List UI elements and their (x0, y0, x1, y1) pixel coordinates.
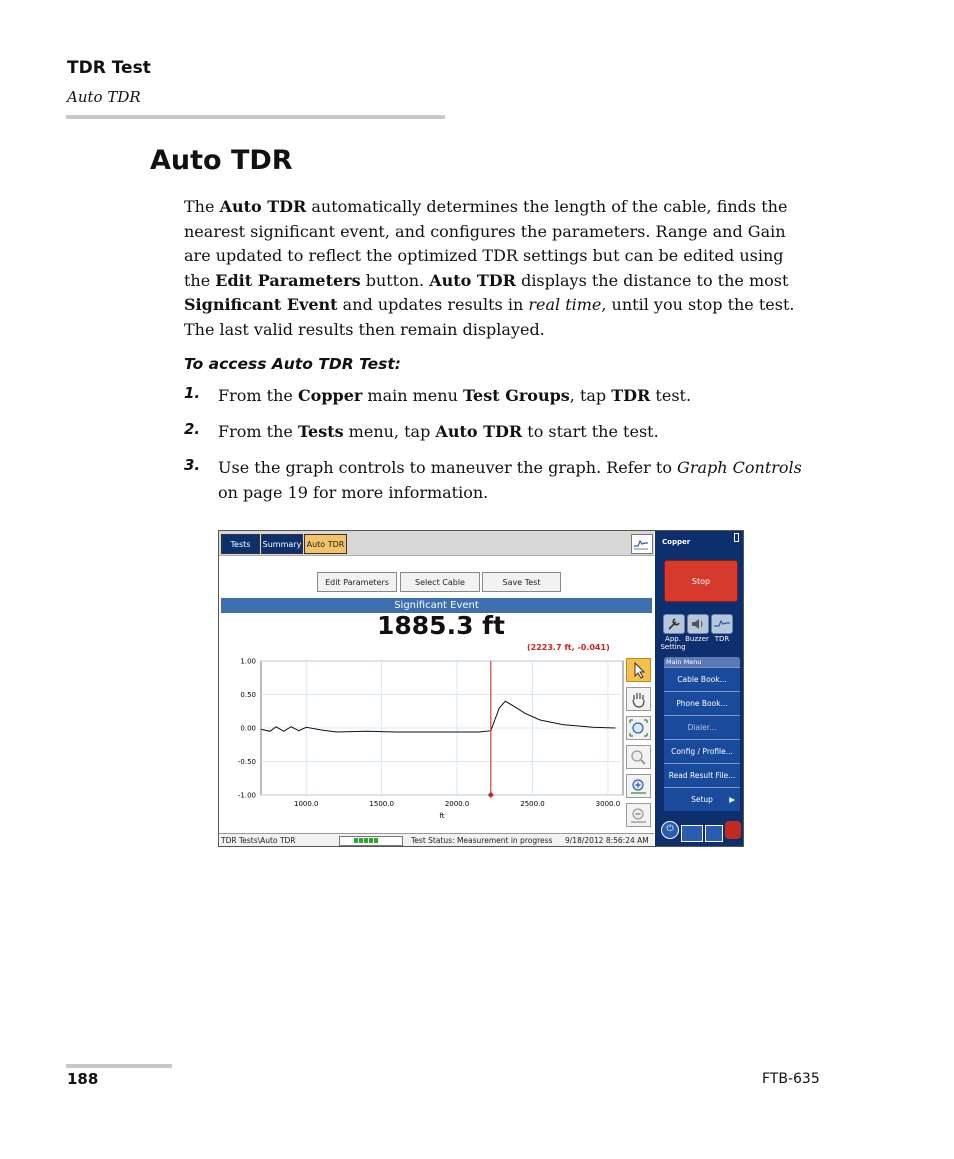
magnifier-icon (627, 746, 650, 768)
pointer-icon (627, 659, 650, 681)
step-2: 2. From the Tests menu, tap Auto TDR to start the test. (184, 420, 659, 441)
tdr-label: TDR (714, 635, 730, 643)
status-datetime: 9/18/2012 8:56:24 AM (565, 836, 649, 845)
pan-tool-button[interactable] (626, 687, 651, 711)
tab-auto-tdr[interactable]: Auto TDR (304, 534, 347, 554)
x-tick-label: 1000.0 (294, 800, 319, 808)
menu-read-result-file[interactable]: Read Result File... (664, 763, 740, 787)
intro-paragraph: The Auto TDR automatically determines the length of the cable, finds the nearest significant event, and configures the parameters. Range and Gain are updated to reflect the optimized TDR settings but can be edited using the Edit Parameters button. Auto TDR displays the distance to the most Significant Event and updates results in real time, until you stop the test. The last valid results then remain displayed. (184, 197, 795, 339)
device-screenshot (218, 530, 744, 847)
keyboard-icon[interactable] (681, 825, 703, 842)
pointer-tool-button[interactable] (626, 658, 651, 682)
zoom-fit-icon (627, 717, 650, 739)
camera-icon[interactable] (705, 825, 723, 842)
zoom-out-icon (627, 804, 650, 826)
menu-phone-book[interactable]: Phone Book... (664, 691, 740, 715)
status-message: Test Status: Measurement in progress (411, 836, 553, 845)
battery-icon (734, 533, 739, 542)
menu-setup[interactable] (664, 787, 740, 811)
tab-summary[interactable]: Summary (261, 534, 303, 554)
cursor-readout: (2223.7 ft, -0.041) (527, 643, 610, 652)
waveform-icon (712, 615, 732, 633)
footer-rule (66, 1064, 172, 1068)
zoom-in-button[interactable] (626, 774, 651, 798)
stop-button[interactable]: Stop (664, 560, 738, 602)
close-icon[interactable] (725, 821, 741, 839)
menu-cable-book[interactable]: Cable Book... (664, 667, 740, 691)
cursor-handle-icon[interactable]: ◆ (487, 790, 494, 799)
header-rule (66, 115, 445, 119)
tab-bar (219, 531, 654, 556)
y-tick-label: -1.00 (237, 791, 256, 800)
zoom-out-button[interactable] (626, 803, 651, 827)
y-tick-label: -0.50 (237, 758, 256, 766)
app-setting-label: App. Setting (660, 635, 686, 651)
running-header-section: TDR Test (67, 58, 151, 78)
page-title: Auto TDR (150, 145, 293, 176)
menu-config-profile[interactable]: Config / Profile... (664, 739, 740, 763)
y-tick-label: 1.00 (240, 657, 256, 666)
wrench-icon (664, 615, 684, 633)
significant-event-value: 1885.3 ft (377, 611, 506, 640)
progress-indicator (339, 836, 403, 846)
tdr-plot[interactable] (219, 653, 624, 833)
procedure-title: To access Auto TDR Test: (184, 355, 401, 373)
status-path: TDR Tests\Auto TDR (221, 836, 296, 845)
x-tick-label: 2500.0 (520, 800, 545, 808)
x-tick-label: 2000.0 (444, 800, 470, 808)
buzzer-button[interactable] (687, 614, 709, 634)
y-tick-label: 0.00 (240, 724, 256, 733)
step-1: 1. From the Copper main menu Test Groups, tap TDR test. (184, 384, 692, 405)
tdr-button[interactable] (711, 614, 733, 634)
x-tick-label: 1500.0 (369, 800, 394, 808)
significant-event-label: Significant Event (221, 598, 652, 613)
step-3: 3. Use the graph controls to maneuver the graph. Refer to Graph Controls on page 19 for more information. (184, 456, 802, 502)
running-header-subsection: Auto TDR (67, 88, 141, 106)
x-tick-label: 3000.0 (595, 800, 621, 808)
chevron-right-icon: ▶ (729, 795, 735, 804)
save-test-button[interactable]: Save Test (482, 572, 561, 592)
zoom-fit-button[interactable] (626, 716, 651, 740)
buzzer-label: Buzzer (685, 635, 709, 643)
product-model: FTB-635 (762, 1071, 820, 1087)
speaker-icon (688, 615, 708, 633)
app-setting-button[interactable] (663, 614, 685, 634)
graph-icon (632, 535, 650, 551)
graph-view-button[interactable] (631, 534, 653, 554)
x-axis-label: ft (439, 812, 445, 820)
page-number: 188 (67, 1070, 99, 1088)
status-bar (219, 833, 654, 847)
sidebar-title: Copper (662, 538, 691, 546)
edit-parameters-button[interactable]: Edit Parameters (317, 572, 397, 592)
sidebar (655, 531, 743, 846)
zoom-in-icon (627, 775, 650, 797)
tab-tests[interactable]: Tests (221, 534, 260, 554)
select-cable-button[interactable]: Select Cable (400, 572, 480, 592)
hand-icon (627, 688, 650, 710)
main-menu-label: Main Menu (664, 657, 740, 667)
menu-setup-label: Setup (691, 795, 713, 804)
menu-dialer[interactable]: Dialer... (664, 715, 740, 739)
y-tick-label: 0.50 (240, 691, 256, 699)
zoom-tool-button[interactable] (626, 745, 651, 769)
power-icon[interactable]: ⏻ (661, 821, 679, 839)
